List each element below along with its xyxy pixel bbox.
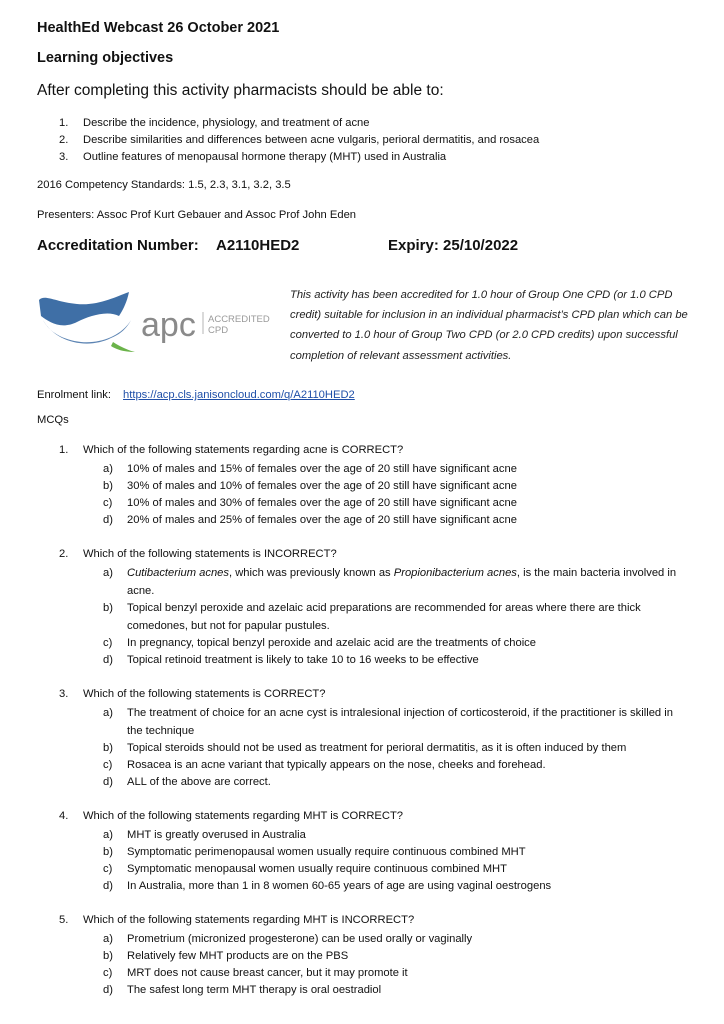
- accreditation-note: This activity has been accredited for 1.0 hour of Group One CPD (or 1.0 CPD credit) suitable for inclusion in an individual pharmacist’s CPD plan which can be converted to 1.0 hour of Group Two CPD (or 2.0 CPD credits) upon successful completion of relevant assessment activities.: [290, 289, 688, 362]
- option-4b[interactable]: b) Symptomatic perimenopausal women usually require continuous combined MHT: [103, 846, 526, 858]
- apc-logo-graphic: [37, 290, 279, 358]
- option-4d[interactable]: d) In Australia, more than 1 in 8 women 60-65 years of age are using vaginal oestrogens: [103, 880, 552, 892]
- option-4a[interactable]: a) MHT is greatly overused in Australia: [103, 829, 306, 841]
- option-3d[interactable]: d) ALL of the above are correct.: [103, 776, 271, 788]
- document-title: HealthEd Webcast 26 October 2021: [37, 20, 280, 36]
- option-2a[interactable]: a) Cutibacterium acnes, which was previously known as Propionibacterium acnes, is the main bacteria involved in acne.: [103, 567, 677, 597]
- option-2c[interactable]: c) In pregnancy, topical benzyl peroxide and azelaic acid are the treatments of choice: [103, 637, 536, 649]
- option-5a[interactable]: a) Prometrium (micronized progesterone) can be used orally or vaginally: [103, 933, 473, 945]
- option-3c[interactable]: c) Rosacea is an acne variant that typically appears on the nose, cheeks and forehead.: [103, 759, 546, 771]
- objective-item: 2. Describe similarities and differences between acne vulgaris, perioral dermatitis, and rosacea: [59, 134, 540, 146]
- question-text: Which of the following statements is INCORRECT?: [83, 548, 337, 560]
- apc-logo-text: apc: [141, 306, 196, 344]
- option-1b[interactable]: b) 30% of males and 10% of females over the age of 20 still have significant acne: [103, 480, 517, 492]
- question-text: Which of the following statements regarding MHT is INCORRECT?: [83, 914, 415, 926]
- apc-logo: [37, 290, 279, 358]
- option-1d[interactable]: d) 20% of males and 25% of females over the age of 20 still have significant acne: [103, 514, 517, 526]
- enrolment-link[interactable]: https://acp.cls.janisoncloud.com/q/A2110HED2: [123, 389, 355, 401]
- accreditation-number: A2110HED2: [216, 237, 300, 254]
- option-3a[interactable]: a) The treatment of choice for an acne cyst is intralesional injection of corticosteroid, if the practitioner is skilled in the technique: [103, 707, 673, 737]
- enrolment-label: Enrolment link:: [37, 389, 111, 401]
- option-1c[interactable]: c) 10% of males and 30% of females over the age of 20 still have significant acne: [103, 497, 517, 509]
- option-5c[interactable]: c) MRT does not cause breast cancer, but it may promote it: [103, 967, 408, 979]
- question-text: Which of the following statements regarding acne is CORRECT?: [83, 444, 404, 456]
- presenters: Presenters: Assoc Prof Kurt Gebauer and Assoc Prof John Eden: [37, 209, 357, 221]
- option-3b[interactable]: b) Topical steroids should not be used as treatment for perioral dermatitis, as it is often induced by them: [103, 742, 627, 754]
- question-text: Which of the following statements regarding MHT is CORRECT?: [83, 810, 403, 822]
- mcq-heading: MCQs: [37, 414, 69, 426]
- accreditation-expiry: Expiry: 25/10/2022: [388, 237, 519, 254]
- apc-logo-accredited: ACCREDITED: [208, 314, 270, 325]
- question-text: Which of the following statements is CORRECT?: [83, 688, 326, 700]
- objective-item: 3. Outline features of menopausal hormone therapy (MHT) used in Australia: [59, 151, 447, 163]
- option-5d[interactable]: d) The safest long term MHT therapy is oral oestradiol: [103, 984, 382, 996]
- option-1a[interactable]: a) 10% of males and 15% of females over the age of 20 still have significant acne: [103, 463, 517, 475]
- enrolment-row: [37, 389, 355, 401]
- objectives-intro: After completing this activity pharmacists should be able to:: [37, 82, 444, 99]
- competency-standards: 2016 Competency Standards: 1.5, 2.3, 3.1, 3.2, 3.5: [37, 179, 291, 191]
- option-4c[interactable]: c) Symptomatic menopausal women usually require continuous combined MHT: [103, 863, 507, 875]
- option-2d[interactable]: d) Topical retinoid treatment is likely to take 10 to 16 weeks to be effective: [103, 654, 479, 666]
- accreditation-label: Accreditation Number:: [37, 237, 199, 254]
- option-2b[interactable]: b) Topical benzyl peroxide and azelaic acid preparations are recommended for areas where there are thick comedones, but not for papular pustules.: [103, 602, 641, 632]
- objectives-heading: Learning objectives: [37, 50, 174, 66]
- apc-logo-cpd: CPD: [208, 325, 229, 336]
- document-page: HealthEd Webcast 26 October 2021 Learning objectives After completing this activity pharmacists should be able to: 1. Describe the incidence, physiology, and treatment of acne 2. Describe similarities and differences between acne vulgaris, perioral dermatitis, and rosacea 3. Outline features of menopausal hormone therapy (MHT) used in Australia 2016 Competency Standards: 1.5, 2.3, 3.1, 3.2, 3.5 Presenters: Assoc Prof Kurt Gebauer and Assoc Prof John Eden Accreditation Number: A2110HED2 Expiry: 25/10/2022 apc ACCREDITED CPD This activity has been accredited for 1.0 hour of Group One CPD (or 1.0 CPD credit) suitable for inclusion in an individual pharmacist’s CPD plan which can be converted to 1.0 hour of Group Two CPD (or 2.0 CPD credits) upon successful completion of relevant assessment activities. Enrolment link: https://acp.cls.janisoncloud.com/q/A2110HED2 MCQs 1. Which of the following statements regarding acne is CORRECT? a) 10% of males and 15% of females over the age of 20 still have significant acne b) 30% of males and 10% of females over the age of 20 still have significant acne c) 10% of males and 30% of females over the age of 20 still have significant acne d) 20% of males and 25% of females over the age of 20 still have significant acne 2. Which of the following statements is INCORRECT? a) Cutibacterium acnes, which was previously known as Propionibacterium acnes, is the main bacteria involved in acne. b) Topical benzyl peroxide and azelaic acid preparations are recommended for areas where there are thick comedones, but not for papular pustules. c) In pregnancy, topical benzyl peroxide and azelaic acid are the treatments of choice d) Topical retinoid treatment is likely to take 10 to 16 weeks to be effective 3. Which of the following statements is CORRECT? a) The treatment of choice for an acne cyst is intralesional injection of corticosteroid, if the practitioner is skilled in the technique b) Topical steroids should not be used as treatment for perioral dermatitis, as it is often induced by them c) Rosacea is an acne variant that typically appears on the nose, cheeks and forehead. d) ALL of the above are correct. 4. Which of the following statements regarding MHT is CORRECT? a) MHT is greatly overused in Australia b) Symptomatic perimenopausal women usually require continuous combined MHT c) Symptomatic menopausal women usually require continuous combined MHT d) In Australia, more than 1 in 8 women 60-65 years of age are using vaginal oestrogens 5. Which of the following statements regarding MHT is INCORRECT? a) Prometrium (micronized progesterone) can be used orally or vaginally b) Relatively few MHT products are on the PBS c) MRT does not cause breast cancer, but it may promote it d) The safest long term MHT therapy is oral oestradiol: [0, 0, 724, 1024]
- objective-item: 1. Describe the incidence, physiology, and treatment of acne: [59, 117, 370, 129]
- option-5b[interactable]: b) Relatively few MHT products are on the PBS: [103, 950, 349, 962]
